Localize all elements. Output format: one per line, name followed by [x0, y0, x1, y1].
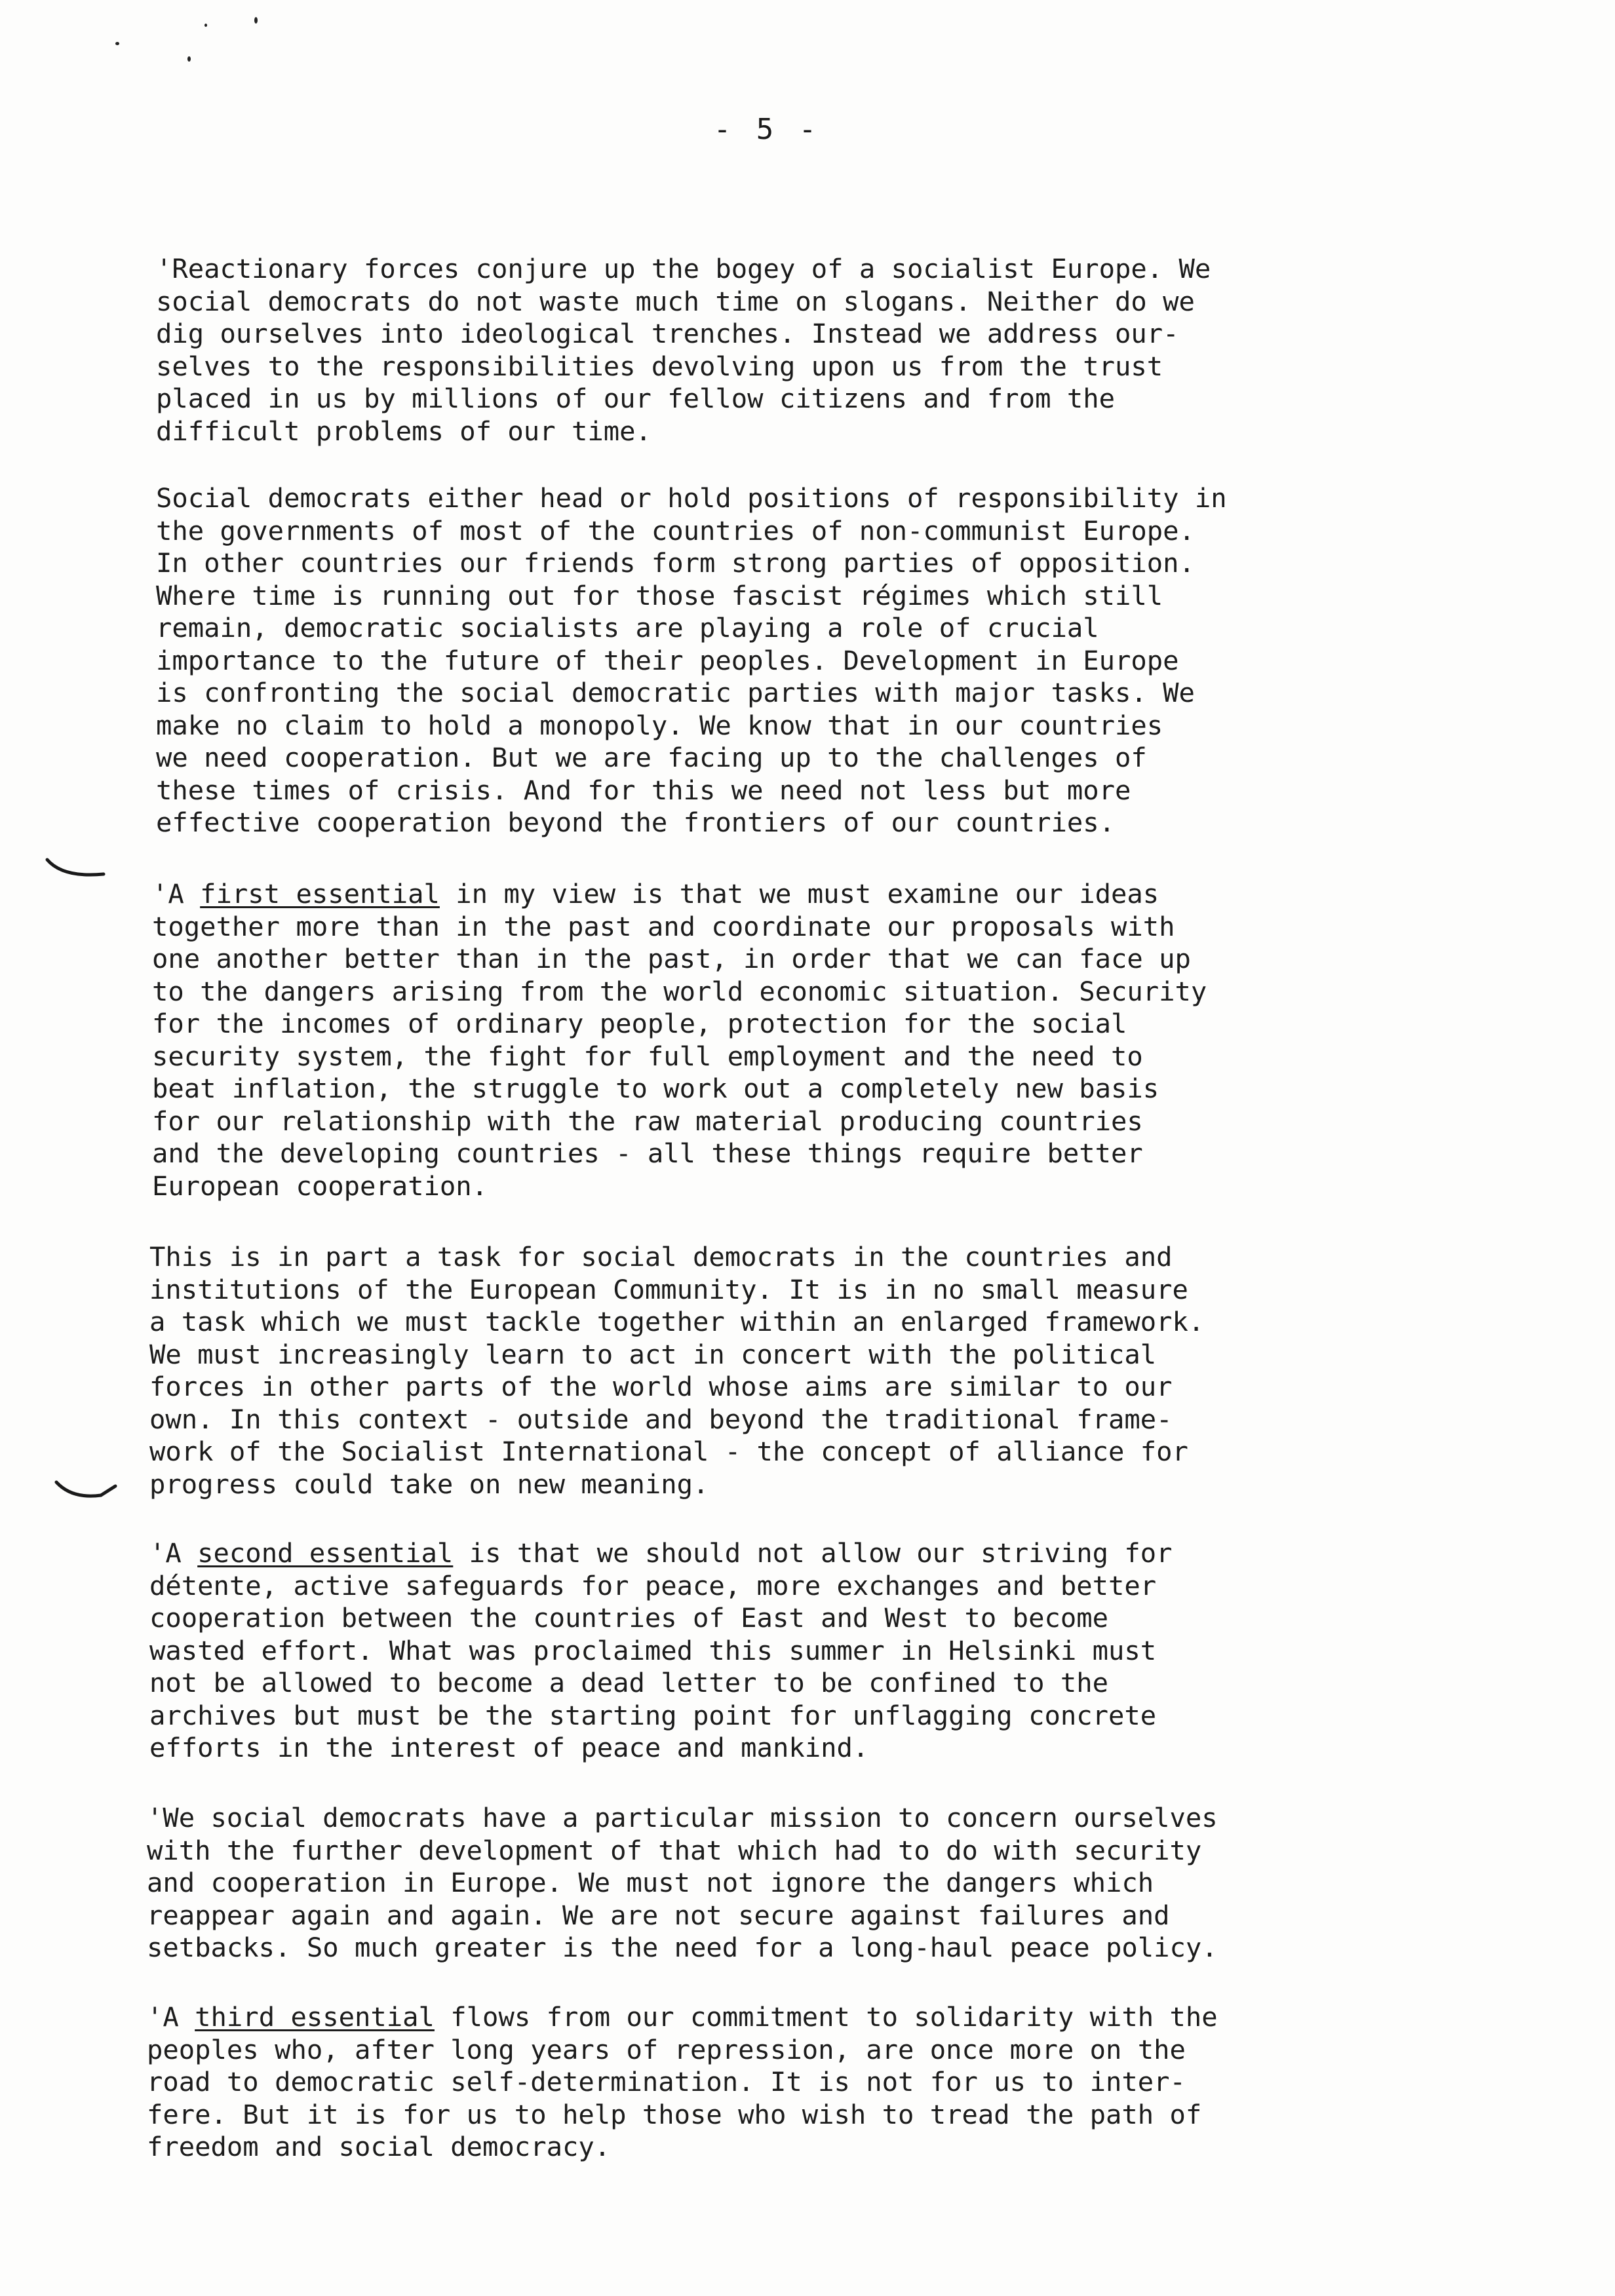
text-line: progress could take on new meaning. [149, 1468, 709, 1500]
margin-tick-mark [52, 1473, 125, 1512]
text-line: institutions of the European Community. It is in no small measure [149, 1273, 1188, 1305]
text-line: fere. But it is for us to help those who wish to tread the path of [147, 2098, 1202, 2130]
text-line: reappear again and again. We are not secure against failures and [147, 1899, 1170, 1931]
text-line: the governments of most of the countries of non-communist Europe. [156, 514, 1195, 546]
paragraph-social-democrats [156, 482, 1227, 839]
text-fragment: is that we should not allow our striving for [453, 1537, 1173, 1569]
text-line: beat inflation, the struggle to work out a completely new basis [152, 1073, 1159, 1104]
underlined-emphasis: second essential [197, 1537, 454, 1569]
text-line: to the dangers arising from the world economic situation. Security [152, 975, 1207, 1007]
text-line: one another better than in the past, in order that we can face up [152, 943, 1191, 974]
text-line: make no claim to hold a monopoly. We know that in our countries [156, 709, 1163, 741]
scan-speck [187, 56, 191, 62]
text-line: freedom and social democracy. [147, 2131, 611, 2162]
text-line: peoples who, after long years of repression, are once more on the [147, 2033, 1186, 2065]
text-line: together more than in the past and coordinate our proposals with [152, 910, 1175, 942]
text-line: importance to the future of their peoples. Development in Europe [156, 644, 1179, 676]
text-fragment: 'A [149, 1537, 198, 1569]
text-fragment: 'A [152, 878, 201, 909]
text-line: Social democrats either head or hold positions of responsibility in [156, 482, 1227, 514]
paragraph-particular-mission [147, 1802, 1218, 1964]
page-number: - 5 - [713, 113, 821, 146]
text-line: We must increasingly learn to act in concert with the political [149, 1338, 1157, 1370]
paragraph-first-essential [152, 878, 1207, 1202]
text-line: not be allowed to become a dead letter to be confined to the [149, 1667, 1108, 1698]
text-line: for our relationship with the raw material producing countries [152, 1105, 1143, 1137]
text-line: European cooperation. [152, 1170, 488, 1202]
text-line: Where time is running out for those fascist régimes which still [156, 579, 1163, 611]
scan-speck [254, 17, 258, 24]
text-line: own. In this context - outside and beyond the traditional frame- [149, 1403, 1173, 1435]
text-line: archives but must be the starting point for unflagging concrete [149, 1699, 1157, 1731]
underlined-emphasis: first essential [200, 878, 440, 909]
text-line: a task which we must tackle together within an enlarged framework. [149, 1306, 1205, 1337]
text-line: and cooperation in Europe. We must not ignore the dangers which [147, 1867, 1154, 1898]
paragraph-third-essential [147, 2001, 1218, 2164]
text-line: cooperation between the countries of East and West to become [149, 1602, 1108, 1634]
scan-speck [204, 24, 207, 27]
text-line: is confronting the social democratic parties with major tasks. We [156, 677, 1195, 708]
text-line: dig ourselves into ideological trenches. Instead we address our- [156, 318, 1179, 349]
text-line: road to democratic self-determination. It is not for us to inter- [147, 2066, 1186, 2097]
paragraph-second-essential [149, 1537, 1173, 1765]
text-line: security system, the fight for full employment and the need to [152, 1040, 1143, 1072]
paragraph-task-for-social-democrats [149, 1241, 1204, 1501]
scan-speck [115, 42, 119, 45]
paragraph-reactionary-forces [156, 253, 1211, 448]
text-line: for the incomes of ordinary people, protection for the social [152, 1008, 1127, 1039]
text-fragment: flows from our commitment to solidarity with the [434, 2001, 1218, 2033]
text-line: détente, active safeguards for peace, more exchanges and better [149, 1569, 1157, 1601]
text-line: social democrats do not waste much time on slogans. Neither do we [156, 285, 1195, 317]
text-line: with the further development of that which had to do with security [147, 1834, 1202, 1866]
text-line: wasted effort. What was proclaimed this summer in Helsinki must [149, 1634, 1157, 1666]
margin-tick-mark [43, 852, 109, 891]
text-line: This is in part a task for social democrats in the countries and [149, 1241, 1173, 1272]
text-fragment: in my view is that we must examine our ideas [439, 878, 1159, 909]
text-line: difficult problems of our time. [156, 415, 652, 447]
text-line: 'Reactionary forces conjure up the bogey of a socialist Europe. We [156, 253, 1211, 284]
text-line: these times of crisis. And for this we need not less but more [156, 774, 1131, 806]
text-line: remain, democratic socialists are playing a role of crucial [156, 612, 1099, 643]
text-line: 'We social democrats have a particular mission to concern ourselves [147, 1802, 1218, 1833]
text-line: In other countries our friends form strong parties of opposition. [156, 547, 1195, 579]
text-line: selves to the responsibilities devolving upon us from the trust [156, 350, 1163, 382]
underlined-emphasis: third essential [195, 2001, 435, 2033]
text-line: forces in other parts of the world whose aims are similar to our [149, 1371, 1173, 1402]
text-line: and the developing countries - all these things require better [152, 1138, 1143, 1169]
text-line: effective cooperation beyond the frontiers of our countries. [156, 807, 1115, 838]
text-line: setbacks. So much greater is the need for a long-haul peace policy. [147, 1932, 1218, 1963]
text-line: placed in us by millions of our fellow citizens and from the [156, 383, 1115, 414]
text-line: we need cooperation. But we are facing up to the challenges of [156, 742, 1147, 773]
text-fragment: 'A [147, 2001, 195, 2033]
text-line: efforts in the interest of peace and mankind. [149, 1732, 869, 1763]
text-line: work of the Socialist International - the concept of alliance for [149, 1436, 1188, 1467]
